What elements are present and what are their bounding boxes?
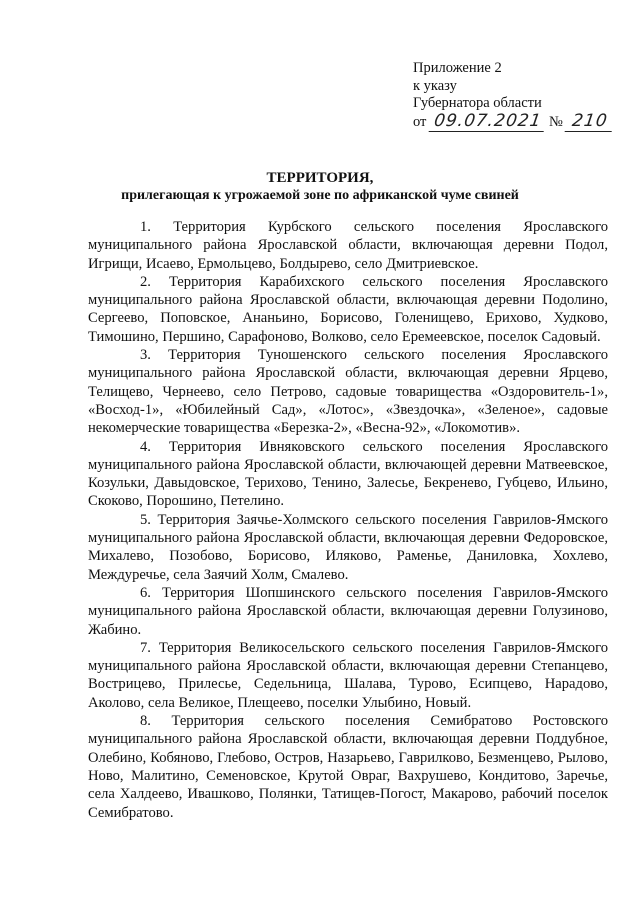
handwritten-date: 09.07.2021 <box>429 113 547 132</box>
territory-list <box>88 218 608 822</box>
territory-item: 6. Территория Шопшинского сельского поселения Гаврилов-Ямского муниципального района Ярославской области, включающая деревни Голузиново, Жабино. <box>88 584 608 638</box>
territory-item: 1. Территория Курбского сельского поселения Ярославского муниципального района Ярославской области, включающая деревни Подол, Игрищи, Исаево, Ермольцево, Болдырево, село Дмитриевское. <box>88 219 608 272</box>
territory-item: 7. Территория Великосельского сельского поселения Гаврилов-Ямского муниципального района Ярославской области, включающая деревни Степанцево, Вострицево, Прилесье, Седельница, Шалава, Турово, Есипцево, Нарадово, Аколово, села Великое, Плещеево, поселки Улыбино, Новый. <box>88 639 608 711</box>
date-number-line <box>413 110 623 132</box>
document-subtitle: прилегающая к угрожаемой зоне по африканской чуме свиней <box>121 188 519 203</box>
territory-item: 2. Территория Карабихского сельского поселения Ярославского муниципального района Ярославской области, включающая деревни Подолино, Сергеево, Поповское, Ананьино, Борисово, Голенищево, Ерихово, Худково, Тимошино, Першино, Сарафоново, Волково, село Еремеевское, поселок Садовый. <box>88 273 608 345</box>
document-title: ТЕРРИТОРИЯ, <box>266 170 374 186</box>
number-prefix: № <box>549 113 563 130</box>
decree-reference: к указу <box>413 77 457 94</box>
governor-reference: Губернатора области <box>413 95 542 111</box>
territory-item: 4. Территория Ивняковского сельского поселения Ярославского муниципального района Ярославской области, включающей деревни Матвеевское, Козульки, Давыдовское, Терихово, Тенино, Залесье, Бекренево, Губцево, Ильино, Скоково, Порошино, Петелино. <box>88 438 608 510</box>
territory-item: 3. Территория Туношенского сельского поселения Ярославского муниципального района Ярославской области, включающая деревни Ярцево, Телищево, Чернеево, село Петрово, садовые товарищества «Оздоровитель-1», «Восход-1», «Юбилейный Сад», «Лотос», «Звездочка», «Зеленое», садовые некомерческие товарищества «Березка-2», «Весна-92», «Локомотив». <box>88 347 608 437</box>
handwritten-number: 210 <box>565 113 615 132</box>
territory-item: 5. Территория Заячье-Холмского сельского поселения Гаврилов-Ямского муниципального района Ярославской области, включающая деревни Федоровское, Михалево, Позобово, Борисово, Иляково, Раменье, Даниловка, Хохлево, Междуречье, села Заячий Холм, Смалево. <box>88 511 608 583</box>
appendix-label: Приложение 2 <box>413 60 502 76</box>
appendix-header <box>413 60 623 131</box>
date-prefix: от <box>413 113 427 130</box>
territory-item: 8. Территория сельского поселения Семибратово Ростовского муниципального района Ярославской области, включающая деревни Поддубное, Олебино, Кобяново, Глебово, Остров, Назарьево, Гаврилково, Безменцево, Рылово, Ново, Малитино, Семеновское, Крутой Овраг, Вахрушево, Кондитово, Заречье, села Халдеево, Ивашково, Полянки, Татищев-Погост, Макарово, рабочий поселок Семибратово. <box>88 713 608 821</box>
